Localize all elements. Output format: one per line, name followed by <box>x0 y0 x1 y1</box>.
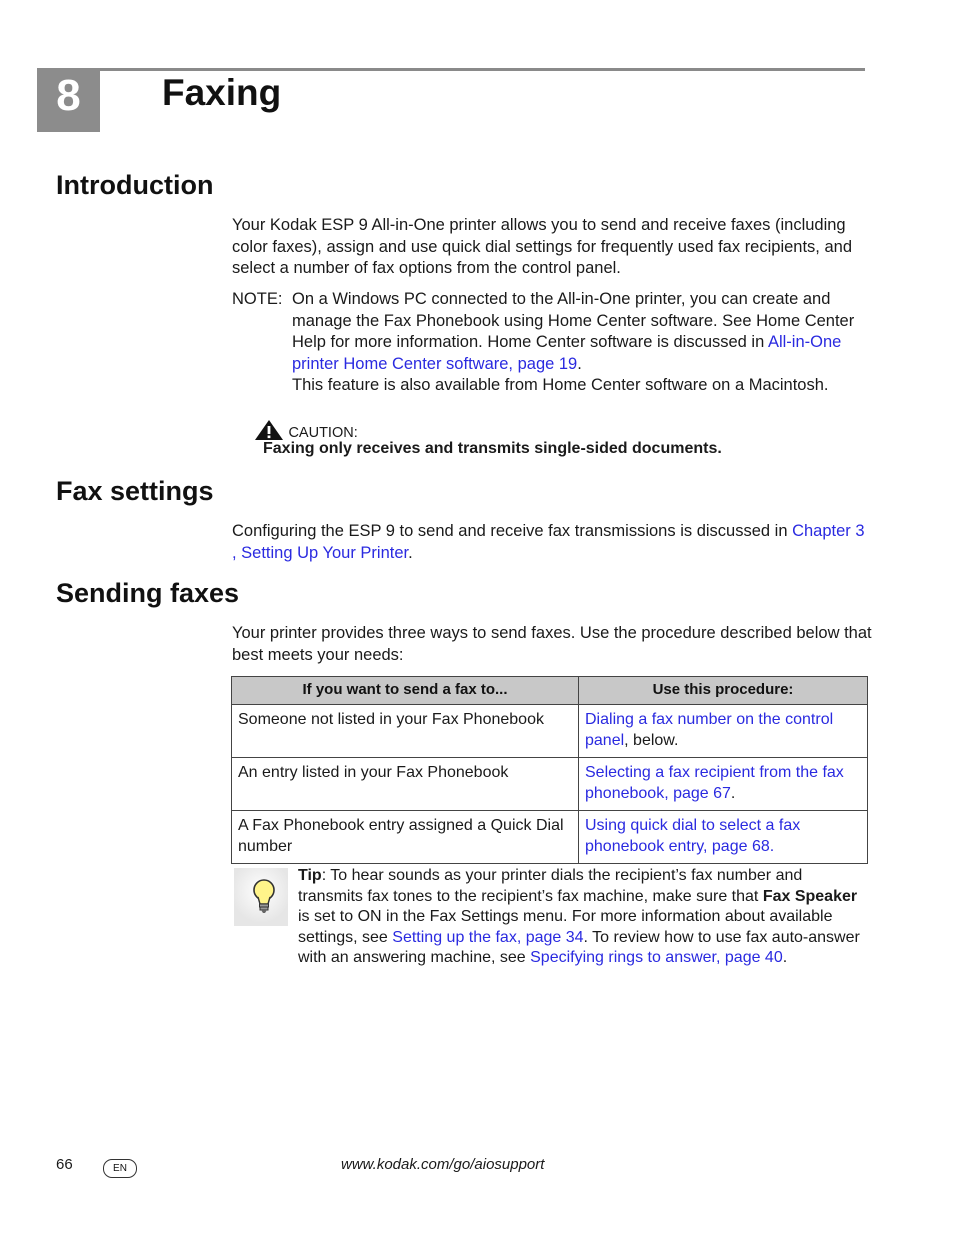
sending-faxes-paragraph: Your printer provides three ways to send faxes. Use the procedure described below that best meets your needs: <box>232 624 872 664</box>
tip-text-1: : To hear sounds as your printer dials the recipient’s fax number and transmits fax tones to the recipient’s fax machine, make sure that <box>298 867 803 905</box>
page-number: 66 <box>56 1156 73 1173</box>
note-text-body: On a Windows PC connected to the All-in-One printer, you can create and manage the Fax Phonebook using Home Center software. See Home Center Help for more information. Home Center software is discussed in <box>292 290 855 351</box>
select-recipient-link[interactable]: Selecting a fax recipient from the fax phonebook, page 67 <box>585 764 844 802</box>
fax-settings-period: . <box>408 543 413 562</box>
home-center-link[interactable]: All-in-One printer Home Center software, page 19 <box>292 333 842 373</box>
table-cell-target: An entry listed in your Fax Phonebook <box>232 758 579 811</box>
tip-text <box>298 866 860 969</box>
table-header-procedure: Use this procedure: <box>579 677 868 705</box>
support-url: www.kodak.com/go/aiosupport <box>341 1156 545 1173</box>
table-cell-procedure <box>579 811 868 864</box>
tip-text-2: is set to ON in the Fax Settings menu. For more information about available settings, see <box>298 908 833 946</box>
dialing-fax-number-link[interactable]: Dialing a fax number on the control panel <box>585 711 834 749</box>
tip-text-4: . <box>782 949 788 966</box>
tip-label: Tip <box>298 867 322 884</box>
caution-header <box>254 419 358 442</box>
table-cell-target: Someone not listed in your Fax Phonebook <box>232 705 579 758</box>
setting-up-fax-link[interactable]: Setting up the fax, page 34 <box>392 928 584 946</box>
chapter-title: Faxing <box>162 72 282 113</box>
rings-to-answer-link[interactable]: Specifying rings to answer, page 40 <box>530 949 783 966</box>
table-cell-target: A Fax Phonebook entry assigned a Quick Dial number <box>232 811 579 864</box>
quick-dial-link[interactable]: Using quick dial to select a fax phonebook entry, page 68. <box>585 817 801 855</box>
table-cell-procedure <box>579 705 868 758</box>
section-heading-fax-settings: Fax settings <box>56 476 214 506</box>
table-row <box>232 811 868 864</box>
caution-text: Faxing only receives and transmits single-sided documents. <box>263 440 722 457</box>
note-period: . <box>577 354 582 373</box>
language-badge: EN <box>103 1159 137 1178</box>
table-cell-suffix: , below. <box>624 731 679 749</box>
table-header-target: If you want to send a fax to... <box>232 677 579 705</box>
intro-paragraph: Your Kodak ESP 9 All-in-One printer allows you to send and receive faxes (including color faxes), assign and use quick dial settings for frequently used fax recipients, and select a number of fax options from the control panel. <box>232 216 853 277</box>
fax-settings-text: Configuring the ESP 9 to send and receive fax transmissions is discussed in <box>232 522 793 540</box>
section-heading-introduction: Introduction <box>56 170 214 200</box>
chapter-3-link[interactable]: Chapter 3 , Setting Up Your Printer <box>232 522 865 562</box>
fax-settings-paragraph <box>232 521 872 564</box>
chapter-number: 8 <box>37 68 100 132</box>
tip-text-3: . To review how to use fax auto-answer with an answering machine, see <box>298 928 860 966</box>
table-cell-procedure <box>579 758 868 811</box>
note-label: NOTE: <box>232 290 283 308</box>
table-cell-suffix: . <box>730 784 736 802</box>
table-row <box>232 705 868 758</box>
note-text <box>292 289 867 397</box>
table-row <box>232 758 868 811</box>
chapter-rule <box>100 68 865 71</box>
lightbulb-icon <box>234 868 288 926</box>
tip-fax-speaker: Fax Speaker <box>762 887 858 905</box>
table-header-row <box>232 677 868 705</box>
warning-triangle-icon <box>254 419 284 441</box>
caution-label: CAUTION: <box>288 425 358 441</box>
note-text-mac: This feature is also available from Home Center software on a Macintosh. <box>292 376 829 394</box>
procedure-table <box>231 676 868 864</box>
section-heading-sending-faxes: Sending faxes <box>56 578 240 608</box>
